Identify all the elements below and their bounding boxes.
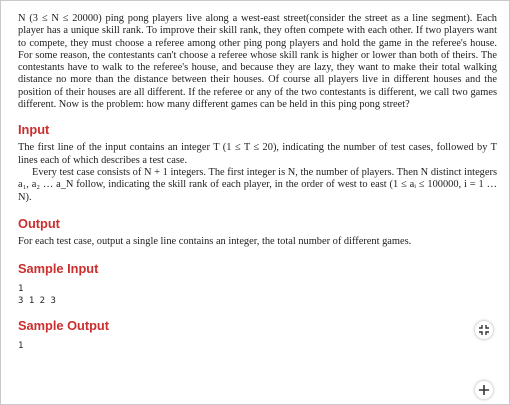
- output-heading: Output: [18, 215, 60, 231]
- collapse-button[interactable]: [475, 321, 493, 339]
- sample-output-heading: Sample Output: [18, 318, 110, 334]
- input-paragraph-2: Every test case consists of N + 1 integers. The first integer is N, the number of players. Then N distinct integers a₁, a₂ … a_N follow, indicating the skill rank of each player, in the order of west to east (1 ≤ aᵢ ≤ 100000, i = 1 … N).: [18, 166, 497, 203]
- input-paragraph-1: The first line of the input contains an integer T (1 ≤ T ≤ 20), indicating the number of test cases, followed by T lines each of which describes a test case.: [18, 142, 497, 166]
- collapse-arrows-icon: [479, 325, 489, 335]
- problem-content: [18, 13, 497, 352]
- plus-icon: [479, 385, 489, 395]
- sample-input-block: 1 3 1 2 3: [18, 284, 56, 307]
- input-heading: Input: [18, 122, 50, 138]
- sample-output-block: 1: [18, 341, 24, 352]
- expand-button[interactable]: [475, 381, 493, 399]
- sample-input-heading: Sample Input: [18, 261, 99, 277]
- problem-description: N (3 ≤ N ≤ 20000) ping pong players live along a west-east street(consider the street as a line segment). Each player has a unique skill rank. To improve their skill rank, they often compete with each other. If two players want to compete, they must choose a referee among other ping pong players and hold the game in the referee's house. For some reason, the contestants can't choose a referee whose skill rank is higher or lower than both of theirs. The contestants have to walk to the referee's house, and because they are lazy, they want to make their total walking distance no more than the distance between their houses. Of course all players live in different houses and the position of their houses are all different. If the referee or any of the two contestants is different, we call two games different. Now is the problem: how many different games can be held in this ping pong street?: [18, 13, 497, 111]
- output-paragraph: For each test case, output a single line contains an integer, the total number of different games.: [18, 235, 412, 247]
